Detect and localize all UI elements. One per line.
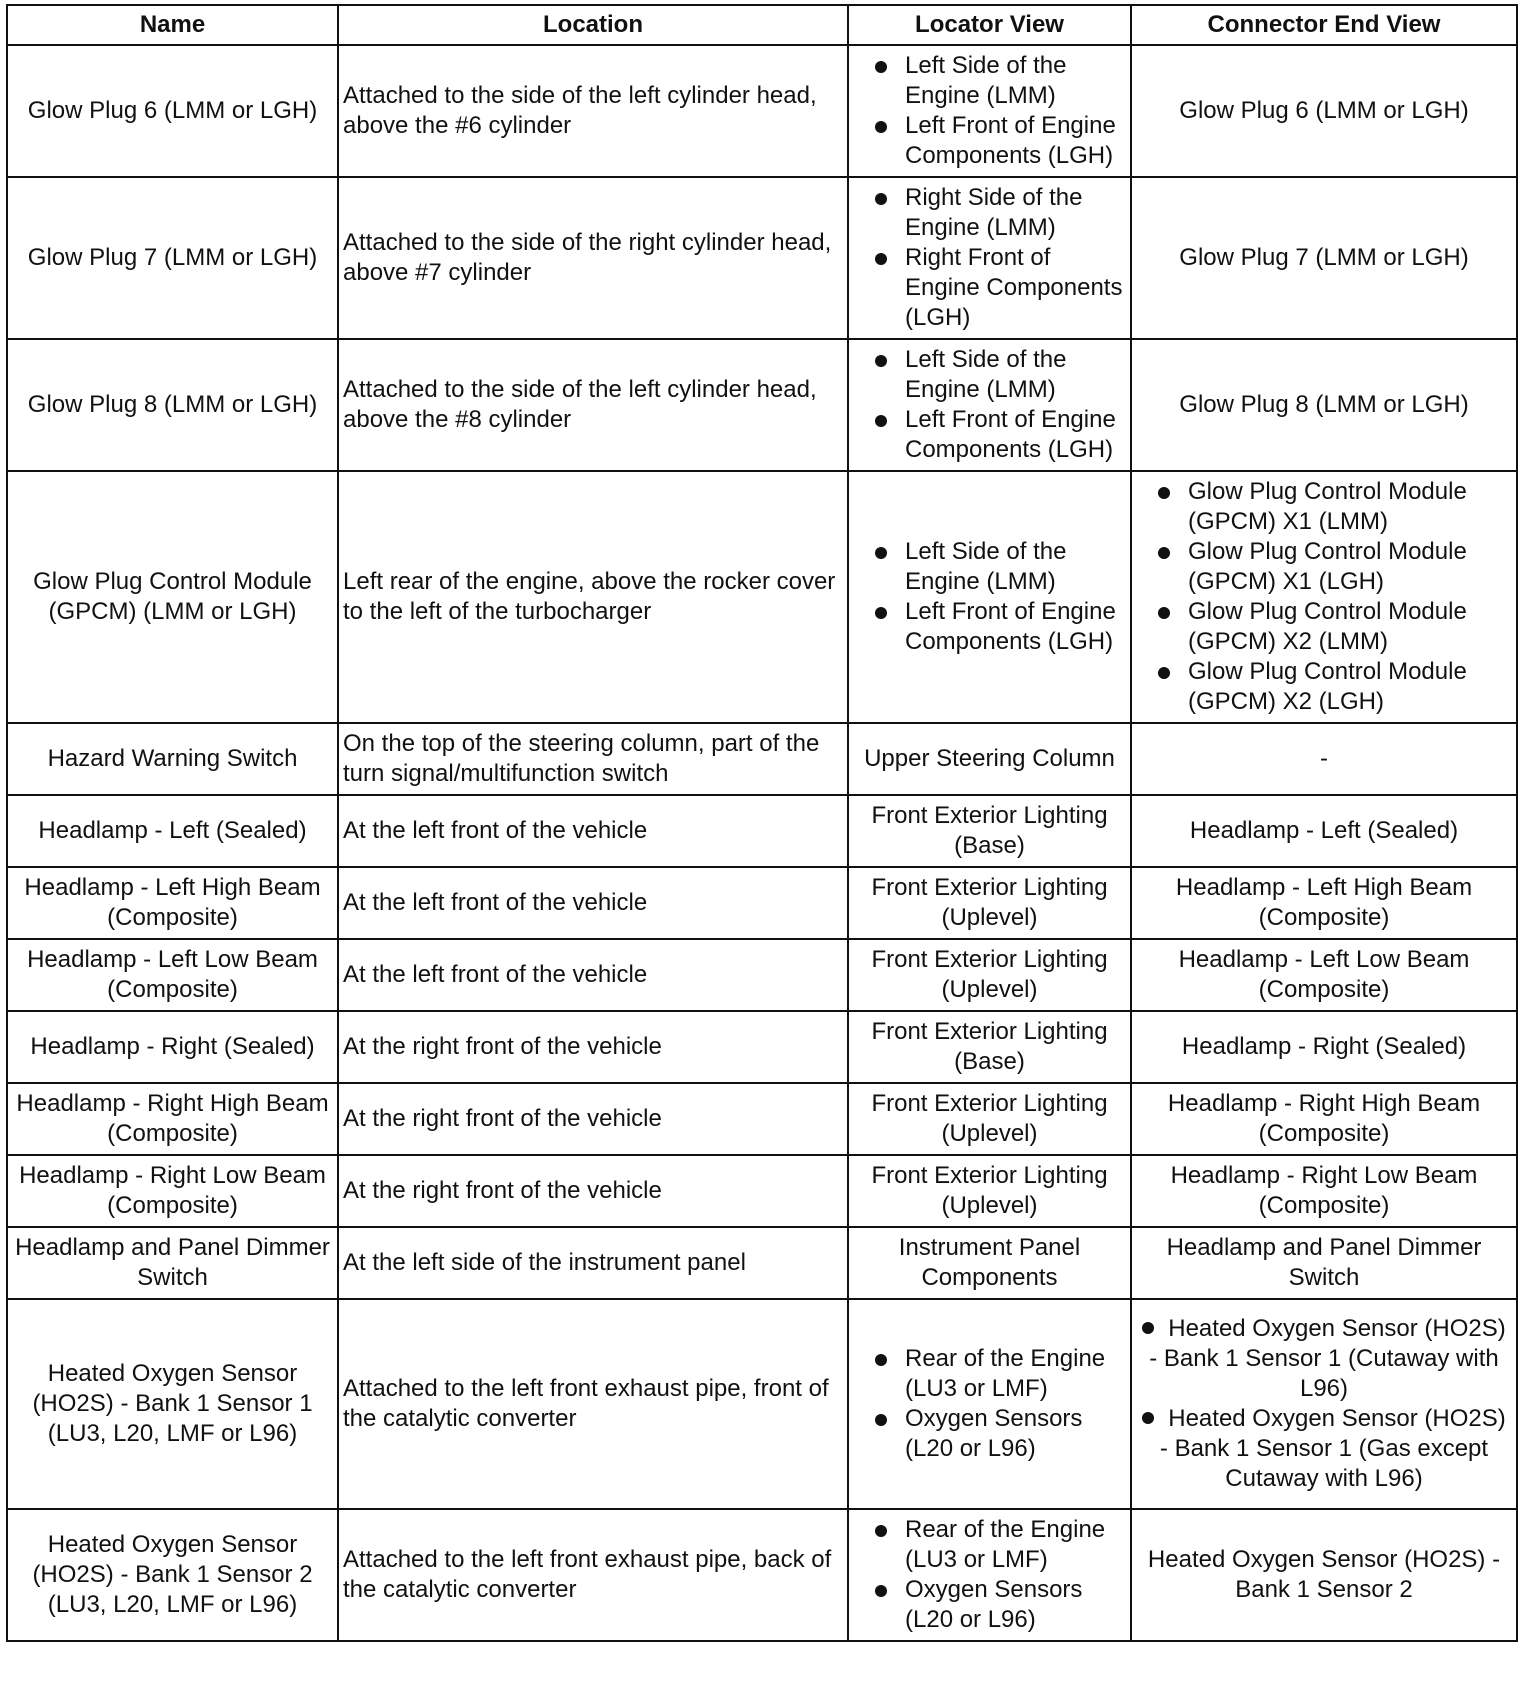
cell-name: Headlamp - Right (Sealed) bbox=[7, 1011, 338, 1083]
locator-link[interactable]: Left Front of Engine Components (LGH) bbox=[853, 111, 1126, 171]
cell-name: Headlamp - Right Low Beam (Composite) bbox=[7, 1155, 338, 1227]
locator-link[interactable]: Front Exterior Lighting (Uplevel) bbox=[848, 939, 1131, 1011]
locator-link[interactable]: Left Front of Engine Components (LGH) bbox=[853, 597, 1126, 657]
locator-link[interactable]: Rear of the Engine (LU3 or LMF) bbox=[853, 1344, 1126, 1404]
header-row bbox=[7, 5, 1517, 45]
cell-location: At the right front of the vehicle bbox=[338, 1011, 848, 1083]
connector-link-text: Heated Oxygen Sensor (HO2S) - Bank 1 Sensor 1 (Gas except Cutaway with L96) bbox=[1159, 1405, 1506, 1492]
connector-link[interactable]: Heated Oxygen Sensor (HO2S) - Bank 1 Sensor 2 bbox=[1131, 1509, 1517, 1641]
cell-locator-view bbox=[848, 339, 1131, 471]
locator-link[interactable]: Rear of the Engine (LU3 or LMF) bbox=[853, 1515, 1126, 1575]
table-row bbox=[7, 45, 1517, 177]
cell-name: Headlamp - Left High Beam (Composite) bbox=[7, 867, 338, 939]
connector-link[interactable]: Headlamp - Left High Beam (Composite) bbox=[1131, 867, 1517, 939]
cell-connector-end-view bbox=[1131, 1299, 1517, 1509]
connector-link[interactable]: Glow Plug 7 (LMM or LGH) bbox=[1131, 177, 1517, 339]
cell-name: Glow Plug Control Module (GPCM) (LMM or LGH) bbox=[7, 471, 338, 723]
cell-locator-view bbox=[848, 177, 1131, 339]
locator-link[interactable]: Front Exterior Lighting (Uplevel) bbox=[848, 1155, 1131, 1227]
connector-link[interactable]: Glow Plug Control Module (GPCM) X1 (LMM) bbox=[1136, 477, 1512, 537]
table-row bbox=[7, 1011, 1517, 1083]
cell-location: Attached to the side of the left cylinder head, above the #8 cylinder bbox=[338, 339, 848, 471]
locator-link[interactable]: Left Side of the Engine (LMM) bbox=[853, 51, 1126, 111]
table-row bbox=[7, 939, 1517, 1011]
cell-locator-view bbox=[848, 1299, 1131, 1509]
locator-link[interactable]: Oxygen Sensors (L20 or L96) bbox=[853, 1575, 1126, 1635]
connector-link[interactable]: Glow Plug 6 (LMM or LGH) bbox=[1131, 45, 1517, 177]
cell-locator-view bbox=[848, 45, 1131, 177]
cell-location: At the left front of the vehicle bbox=[338, 939, 848, 1011]
cell-name: Glow Plug 7 (LMM or LGH) bbox=[7, 177, 338, 339]
cell-location: At the left front of the vehicle bbox=[338, 795, 848, 867]
cell-name: Headlamp and Panel Dimmer Switch bbox=[7, 1227, 338, 1299]
connector-link[interactable] bbox=[1136, 1404, 1512, 1494]
cell-location: At the left side of the instrument panel bbox=[338, 1227, 848, 1299]
table-row bbox=[7, 1155, 1517, 1227]
locator-link[interactable]: Right Front of Engine Components (LGH) bbox=[853, 243, 1126, 333]
cell-name: Hazard Warning Switch bbox=[7, 723, 338, 795]
connector-link[interactable]: Headlamp and Panel Dimmer Switch bbox=[1131, 1227, 1517, 1299]
connector-link[interactable]: Glow Plug 8 (LMM or LGH) bbox=[1131, 339, 1517, 471]
locator-link[interactable]: Front Exterior Lighting (Uplevel) bbox=[848, 1083, 1131, 1155]
connector-link[interactable]: Headlamp - Left Low Beam (Composite) bbox=[1131, 939, 1517, 1011]
cell-connector-end-view: - bbox=[1131, 723, 1517, 795]
cell-name: Heated Oxygen Sensor (HO2S) - Bank 1 Sensor 1 (LU3, L20, LMF or L96) bbox=[7, 1299, 338, 1509]
table-row bbox=[7, 1509, 1517, 1641]
locator-link[interactable]: Instrument Panel Components bbox=[848, 1227, 1131, 1299]
cell-locator-view bbox=[848, 1509, 1131, 1641]
cell-name: Glow Plug 6 (LMM or LGH) bbox=[7, 45, 338, 177]
cell-location: Left rear of the engine, above the rocker cover to the left of the turbocharger bbox=[338, 471, 848, 723]
cell-name: Headlamp - Left (Sealed) bbox=[7, 795, 338, 867]
cell-name: Glow Plug 8 (LMM or LGH) bbox=[7, 339, 338, 471]
connector-link[interactable] bbox=[1136, 1314, 1512, 1404]
cell-location: At the right front of the vehicle bbox=[338, 1155, 848, 1227]
locator-link[interactable]: Left Side of the Engine (LMM) bbox=[853, 345, 1126, 405]
table-row bbox=[7, 1299, 1517, 1509]
header-connector-end-view: Connector End View bbox=[1131, 5, 1517, 45]
cell-location: Attached to the side of the right cylinder head, above #7 cylinder bbox=[338, 177, 848, 339]
locator-link[interactable]: Oxygen Sensors (L20 or L96) bbox=[853, 1404, 1126, 1464]
locator-link[interactable]: Left Side of the Engine (LMM) bbox=[853, 537, 1126, 597]
locator-link[interactable]: Upper Steering Column bbox=[848, 723, 1131, 795]
cell-location: Attached to the left front exhaust pipe, front of the catalytic converter bbox=[338, 1299, 848, 1509]
header-location: Location bbox=[338, 5, 848, 45]
cell-location: At the right front of the vehicle bbox=[338, 1083, 848, 1155]
cell-name: Headlamp - Left Low Beam (Composite) bbox=[7, 939, 338, 1011]
locator-link[interactable]: Front Exterior Lighting (Base) bbox=[848, 795, 1131, 867]
connector-link[interactable]: Glow Plug Control Module (GPCM) X2 (LGH) bbox=[1136, 657, 1512, 717]
table-row bbox=[7, 1227, 1517, 1299]
cell-name: Heated Oxygen Sensor (HO2S) - Bank 1 Sensor 2 (LU3, L20, LMF or L96) bbox=[7, 1509, 338, 1641]
cell-location: On the top of the steering column, part of the turn signal/multifunction switch bbox=[338, 723, 848, 795]
cell-name: Headlamp - Right High Beam (Composite) bbox=[7, 1083, 338, 1155]
table-row bbox=[7, 1083, 1517, 1155]
cell-connector-end-view bbox=[1131, 471, 1517, 723]
table-row bbox=[7, 867, 1517, 939]
bullet-icon bbox=[1142, 1322, 1154, 1334]
connector-link[interactable]: Glow Plug Control Module (GPCM) X1 (LGH) bbox=[1136, 537, 1512, 597]
cell-locator-view bbox=[848, 471, 1131, 723]
locator-link[interactable]: Front Exterior Lighting (Base) bbox=[848, 1011, 1131, 1083]
connector-link[interactable]: Headlamp - Right (Sealed) bbox=[1131, 1011, 1517, 1083]
bullet-icon bbox=[1142, 1412, 1154, 1424]
table-row bbox=[7, 177, 1517, 339]
locator-link[interactable]: Right Side of the Engine (LMM) bbox=[853, 183, 1126, 243]
table-row bbox=[7, 339, 1517, 471]
connector-link[interactable]: Headlamp - Left (Sealed) bbox=[1131, 795, 1517, 867]
component-locator-table bbox=[6, 4, 1518, 1642]
table-row bbox=[7, 795, 1517, 867]
locator-link[interactable]: Left Front of Engine Components (LGH) bbox=[853, 405, 1126, 465]
header-name: Name bbox=[7, 5, 338, 45]
header-locator-view: Locator View bbox=[848, 5, 1131, 45]
component-locator-table-container bbox=[6, 4, 1516, 1642]
table-row bbox=[7, 471, 1517, 723]
connector-link[interactable]: Glow Plug Control Module (GPCM) X2 (LMM) bbox=[1136, 597, 1512, 657]
connector-link[interactable]: Headlamp - Right Low Beam (Composite) bbox=[1131, 1155, 1517, 1227]
connector-link[interactable]: Headlamp - Right High Beam (Composite) bbox=[1131, 1083, 1517, 1155]
cell-location: Attached to the left front exhaust pipe, back of the catalytic converter bbox=[338, 1509, 848, 1641]
table-row bbox=[7, 723, 1517, 795]
cell-location: At the left front of the vehicle bbox=[338, 867, 848, 939]
connector-link-text: Heated Oxygen Sensor (HO2S) - Bank 1 Sensor 1 (Cutaway with L96) bbox=[1149, 1315, 1506, 1402]
cell-location: Attached to the side of the left cylinder head, above the #6 cylinder bbox=[338, 45, 848, 177]
locator-link[interactable]: Front Exterior Lighting (Uplevel) bbox=[848, 867, 1131, 939]
